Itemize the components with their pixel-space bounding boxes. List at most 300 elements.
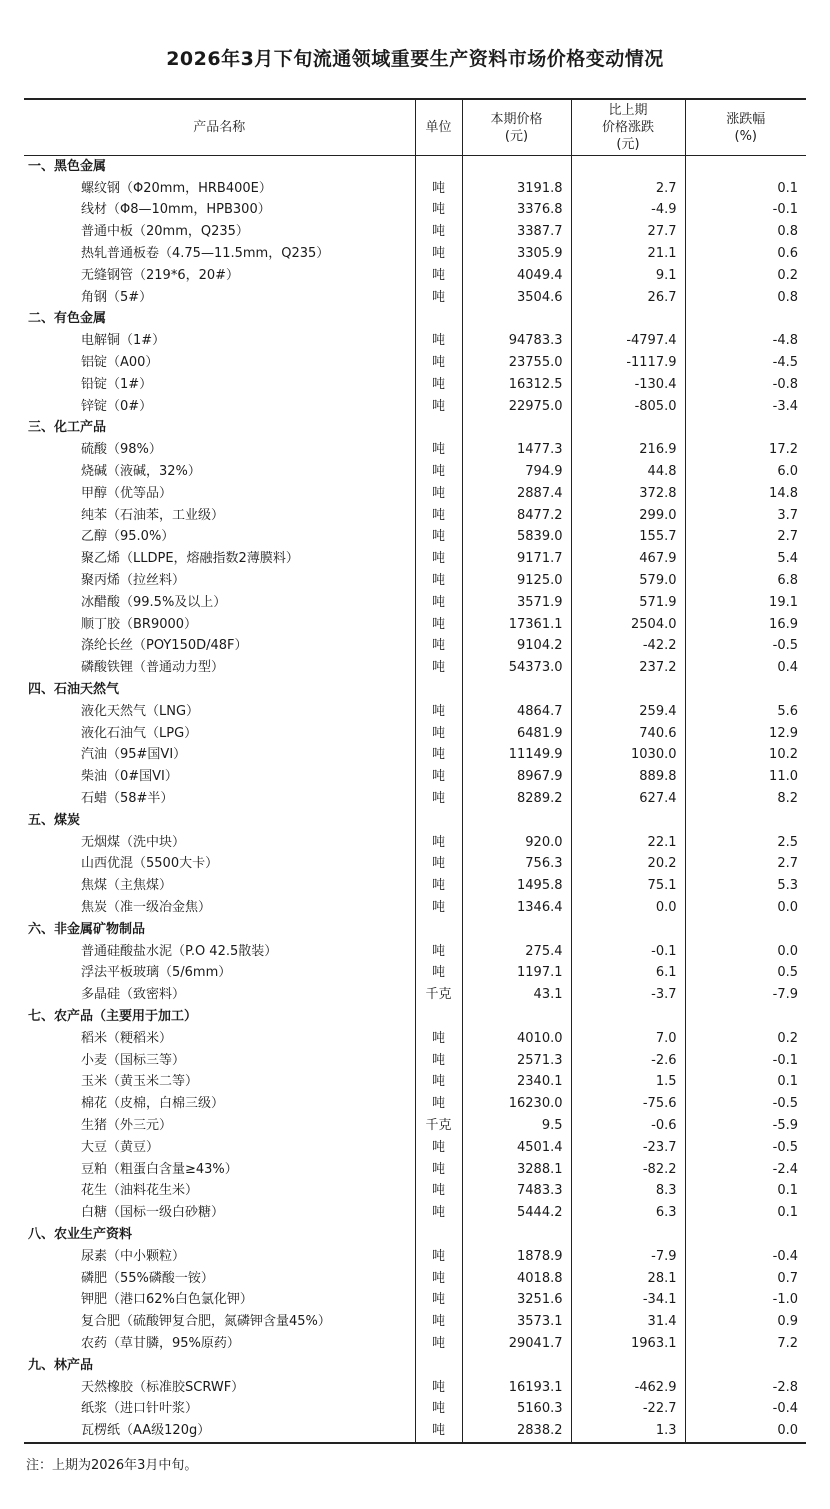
price-change: 1963.1 — [571, 1333, 685, 1355]
unit: 吨 — [415, 701, 462, 723]
cell-percent — [685, 810, 806, 832]
cell-price — [462, 156, 571, 178]
change-percent: 0.9 — [685, 1311, 806, 1333]
product-name: 汽油（95#国VI） — [81, 747, 187, 763]
current-price: 1495.8 — [462, 875, 571, 897]
unit: 吨 — [415, 396, 462, 418]
price-change: 467.9 — [571, 548, 685, 570]
product-name: 小麦（国标三等） — [81, 1052, 186, 1068]
unit: 吨 — [415, 788, 462, 810]
unit: 千克 — [415, 1115, 462, 1137]
unit: 吨 — [415, 483, 462, 505]
change-percent: 5.3 — [685, 875, 806, 897]
unit: 吨 — [415, 1202, 462, 1224]
category-row — [24, 1224, 806, 1246]
current-price: 275.4 — [462, 941, 571, 963]
unit: 吨 — [415, 657, 462, 679]
product-name: 冰醋酸（99.5%及以上） — [81, 594, 227, 610]
current-price: 29041.7 — [462, 1333, 571, 1355]
change-percent: 0.0 — [685, 941, 806, 963]
unit: 吨 — [415, 832, 462, 854]
change-percent: 2.5 — [685, 832, 806, 854]
change-percent: 0.1 — [685, 178, 806, 200]
change-percent: 0.6 — [685, 243, 806, 265]
table-row — [24, 1311, 806, 1333]
cell-percent — [685, 418, 806, 440]
category-name: 七、农产品（主要用于加工） — [28, 1008, 198, 1024]
unit: 吨 — [415, 723, 462, 745]
unit: 吨 — [415, 941, 462, 963]
product-name: 山西优混（5500大卡） — [81, 856, 219, 872]
price-change: 8.3 — [571, 1180, 685, 1202]
product-name: 铝锭（A00） — [81, 355, 159, 371]
product-name: 豆粕（粗蛋白含量≥43%） — [81, 1161, 238, 1177]
change-percent: -2.8 — [685, 1377, 806, 1399]
product-name: 焦煤（主焦煤） — [81, 878, 173, 894]
table-row — [24, 505, 806, 527]
price-change: 0.0 — [571, 897, 685, 919]
table-row — [24, 1246, 806, 1268]
price-change: 1.5 — [571, 1071, 685, 1093]
unit: 吨 — [415, 1377, 462, 1399]
current-price: 2340.1 — [462, 1071, 571, 1093]
change-percent: 2.7 — [685, 527, 806, 549]
cell-unit — [415, 1224, 462, 1246]
price-change: 31.4 — [571, 1311, 685, 1333]
category-name: 五、煤炭 — [28, 812, 81, 828]
product-name: 螺纹钢（Φ20mm，HRB400E） — [81, 180, 272, 196]
product-name: 纸浆（进口针叶浆） — [81, 1401, 199, 1417]
unit: 吨 — [415, 636, 462, 658]
product-name: 白糖（国标一级白砂糖） — [81, 1205, 225, 1221]
change-percent: 12.9 — [685, 723, 806, 745]
change-percent: 8.2 — [685, 788, 806, 810]
unit: 吨 — [415, 1398, 462, 1420]
category-row — [24, 1355, 806, 1377]
cell-change — [571, 156, 685, 178]
unit: 吨 — [415, 1420, 462, 1443]
cell-change — [571, 418, 685, 440]
current-price: 8289.2 — [462, 788, 571, 810]
product-name: 无烟煤（洗中块） — [81, 834, 186, 850]
price-change: 75.1 — [571, 875, 685, 897]
unit: 吨 — [415, 745, 462, 767]
table-row — [24, 1398, 806, 1420]
header-unit: 单位 — [415, 99, 462, 156]
current-price: 3251.6 — [462, 1289, 571, 1311]
change-percent: 0.2 — [685, 265, 806, 287]
unit: 千克 — [415, 984, 462, 1006]
current-price: 3573.1 — [462, 1311, 571, 1333]
change-percent: 0.2 — [685, 1028, 806, 1050]
current-price: 16312.5 — [462, 374, 571, 396]
product-name: 稻米（粳稻米） — [81, 1030, 173, 1046]
cell-change — [571, 810, 685, 832]
cell-change — [571, 919, 685, 941]
current-price: 2571.3 — [462, 1050, 571, 1072]
category-name: 四、石油天然气 — [28, 682, 120, 698]
change-percent: -0.4 — [685, 1246, 806, 1268]
current-price: 3504.6 — [462, 287, 571, 309]
change-percent: -3.4 — [685, 396, 806, 418]
product-name: 浮法平板玻璃（5/6mm） — [81, 965, 232, 981]
current-price: 16193.1 — [462, 1377, 571, 1399]
change-percent: 0.7 — [685, 1268, 806, 1290]
change-percent: -0.1 — [685, 200, 806, 222]
current-price: 4864.7 — [462, 701, 571, 723]
product-name: 柴油（0#国VI） — [81, 769, 178, 785]
change-percent: 0.0 — [685, 897, 806, 919]
table-row — [24, 1268, 806, 1290]
product-name: 生猪（外三元） — [81, 1117, 173, 1133]
current-price: 6481.9 — [462, 723, 571, 745]
product-name: 线材（Φ8—10mm，HPB300） — [81, 202, 271, 218]
current-price: 23755.0 — [462, 352, 571, 374]
price-change: 299.0 — [571, 505, 685, 527]
product-name: 纯苯（石油苯，工业级） — [81, 507, 225, 523]
product-name: 棉花（皮棉，白棉三级） — [81, 1096, 225, 1112]
product-name: 聚丙烯（拉丝料） — [81, 573, 186, 589]
current-price: 3305.9 — [462, 243, 571, 265]
current-price: 1878.9 — [462, 1246, 571, 1268]
product-name: 焦炭（准一级冶金焦） — [81, 899, 212, 915]
change-percent: 6.0 — [685, 461, 806, 483]
price-change: -34.1 — [571, 1289, 685, 1311]
cell-unit — [415, 309, 462, 331]
category-row — [24, 1006, 806, 1028]
change-percent: -1.0 — [685, 1289, 806, 1311]
cell-unit — [415, 1355, 462, 1377]
product-name: 角钢（5#） — [81, 289, 153, 305]
unit: 吨 — [415, 1246, 462, 1268]
table-row — [24, 745, 806, 767]
price-change: 26.7 — [571, 287, 685, 309]
change-percent: -0.1 — [685, 1050, 806, 1072]
product-name: 瓦楞纸（AA级120g） — [81, 1423, 211, 1439]
current-price: 4049.4 — [462, 265, 571, 287]
price-change: 372.8 — [571, 483, 685, 505]
price-change: 2504.0 — [571, 614, 685, 636]
unit: 吨 — [415, 1333, 462, 1355]
product-name: 钾肥（港口62%白色氯化钾） — [81, 1292, 253, 1308]
current-price: 4501.4 — [462, 1137, 571, 1159]
unit: 吨 — [415, 1028, 462, 1050]
product-name: 石蜡（58#半） — [81, 791, 174, 806]
category-row — [24, 919, 806, 941]
header-change-percent: 涨跌幅 (%) — [685, 99, 806, 156]
table-row — [24, 723, 806, 745]
price-change: 6.3 — [571, 1202, 685, 1224]
category-name: 六、非金属矿物制品 — [28, 921, 146, 937]
unit: 吨 — [415, 461, 462, 483]
table-row — [24, 527, 806, 549]
table-row — [24, 570, 806, 592]
unit: 吨 — [415, 1159, 462, 1181]
table-row — [24, 657, 806, 679]
current-price: 3387.7 — [462, 221, 571, 243]
table-row — [24, 832, 806, 854]
table-row — [24, 1028, 806, 1050]
price-change: -0.6 — [571, 1115, 685, 1137]
cell-unit — [415, 1006, 462, 1028]
unit: 吨 — [415, 243, 462, 265]
price-change: -0.1 — [571, 941, 685, 963]
product-name: 多晶硅（致密料） — [81, 987, 186, 1003]
unit: 吨 — [415, 178, 462, 200]
category-row — [24, 418, 806, 440]
footnote: 注：上期为2026年3月中旬。 — [26, 1458, 198, 1473]
unit: 吨 — [415, 592, 462, 614]
cell-percent — [685, 1355, 806, 1377]
category-name: 三、化工产品 — [28, 420, 107, 436]
change-percent: 5.6 — [685, 701, 806, 723]
current-price: 94783.3 — [462, 330, 571, 352]
price-change: 571.9 — [571, 592, 685, 614]
table-row — [24, 897, 806, 919]
change-percent: 7.2 — [685, 1333, 806, 1355]
unit: 吨 — [415, 374, 462, 396]
price-table — [24, 98, 806, 1444]
table-row — [24, 1180, 806, 1202]
change-percent: -7.9 — [685, 984, 806, 1006]
unit: 吨 — [415, 962, 462, 984]
unit: 吨 — [415, 1093, 462, 1115]
price-change: -2.6 — [571, 1050, 685, 1072]
product-name: 液化石油气（LPG） — [81, 725, 198, 741]
current-price: 920.0 — [462, 832, 571, 854]
price-change: -462.9 — [571, 1377, 685, 1399]
table-row — [24, 1050, 806, 1072]
change-percent: 0.4 — [685, 657, 806, 679]
table-row — [24, 1115, 806, 1137]
cell-change — [571, 1355, 685, 1377]
cell-price — [462, 919, 571, 941]
change-percent: 5.4 — [685, 548, 806, 570]
table-row — [24, 1159, 806, 1181]
table-row — [24, 548, 806, 570]
unit: 吨 — [415, 1268, 462, 1290]
price-change: 1.3 — [571, 1420, 685, 1443]
product-name: 花生（油料花生米） — [81, 1183, 199, 1199]
price-change: 155.7 — [571, 527, 685, 549]
current-price: 3571.9 — [462, 592, 571, 614]
current-price: 2838.2 — [462, 1420, 571, 1443]
price-change: -75.6 — [571, 1093, 685, 1115]
table-row — [24, 461, 806, 483]
cell-price — [462, 810, 571, 832]
product-name: 电解铜（1#） — [81, 333, 166, 349]
table-row — [24, 701, 806, 723]
unit: 吨 — [415, 570, 462, 592]
unit: 吨 — [415, 614, 462, 636]
cell-unit — [415, 919, 462, 941]
unit: 吨 — [415, 505, 462, 527]
cell-price — [462, 309, 571, 331]
change-percent: 0.1 — [685, 1180, 806, 1202]
header-current-price: 本期价格 (元) — [462, 99, 571, 156]
product-name: 涤纶长丝（POY150D/48F） — [81, 638, 248, 654]
cell-percent — [685, 309, 806, 331]
unit: 吨 — [415, 548, 462, 570]
unit: 吨 — [415, 875, 462, 897]
unit: 吨 — [415, 221, 462, 243]
price-change: 740.6 — [571, 723, 685, 745]
price-change: -82.2 — [571, 1159, 685, 1181]
table-row — [24, 766, 806, 788]
header-product-name: 产品名称 — [24, 99, 415, 156]
price-change: -3.7 — [571, 984, 685, 1006]
cell-percent — [685, 156, 806, 178]
product-name: 热轧普通板卷（4.75—11.5mm，Q235） — [81, 246, 330, 262]
table-row — [24, 221, 806, 243]
current-price: 9104.2 — [462, 636, 571, 658]
change-percent: 0.1 — [685, 1202, 806, 1224]
change-percent: 10.2 — [685, 745, 806, 767]
change-percent: 3.7 — [685, 505, 806, 527]
category-name: 九、林产品 — [28, 1357, 94, 1373]
product-name: 天然橡胶（标准胶SCRWF） — [81, 1379, 245, 1395]
unit: 吨 — [415, 352, 462, 374]
current-price: 1346.4 — [462, 897, 571, 919]
current-price: 9125.0 — [462, 570, 571, 592]
table-row — [24, 1420, 806, 1443]
product-name: 普通中板（20mm，Q235） — [81, 224, 249, 240]
price-change: -42.2 — [571, 636, 685, 658]
unit: 吨 — [415, 897, 462, 919]
current-price: 9.5 — [462, 1115, 571, 1137]
table-row — [24, 352, 806, 374]
change-percent: 0.5 — [685, 962, 806, 984]
cell-price — [462, 1006, 571, 1028]
current-price: 4018.8 — [462, 1268, 571, 1290]
change-percent: 11.0 — [685, 766, 806, 788]
change-percent: 17.2 — [685, 439, 806, 461]
table-row — [24, 396, 806, 418]
price-change: 20.2 — [571, 854, 685, 876]
unit: 吨 — [415, 766, 462, 788]
table-row — [24, 330, 806, 352]
table-row — [24, 1093, 806, 1115]
current-price: 8477.2 — [462, 505, 571, 527]
product-name: 铅锭（1#） — [81, 376, 153, 392]
product-name: 农药（草甘膦，95%原药） — [81, 1335, 240, 1351]
price-change: -4797.4 — [571, 330, 685, 352]
price-change: 44.8 — [571, 461, 685, 483]
price-change: 28.1 — [571, 1268, 685, 1290]
change-percent: -0.5 — [685, 1093, 806, 1115]
table-row — [24, 941, 806, 963]
table-row — [24, 178, 806, 200]
price-change: 6.1 — [571, 962, 685, 984]
cell-unit — [415, 679, 462, 701]
cell-price — [462, 1224, 571, 1246]
table-row — [24, 265, 806, 287]
price-change: 237.2 — [571, 657, 685, 679]
cell-percent — [685, 1006, 806, 1028]
product-name: 磷酸铁锂（普通动力型） — [81, 660, 225, 676]
change-percent: 0.0 — [685, 1420, 806, 1443]
current-price: 22975.0 — [462, 396, 571, 418]
price-change: -7.9 — [571, 1246, 685, 1268]
product-name: 玉米（黄玉米二等） — [81, 1074, 199, 1090]
table-row — [24, 200, 806, 222]
price-change: 216.9 — [571, 439, 685, 461]
price-change: 21.1 — [571, 243, 685, 265]
current-price: 5160.3 — [462, 1398, 571, 1420]
price-change: -23.7 — [571, 1137, 685, 1159]
table-row — [24, 636, 806, 658]
price-change: -130.4 — [571, 374, 685, 396]
product-name: 聚乙烯（LLDPE，熔融指数2薄膜料） — [81, 551, 299, 567]
table-row — [24, 1071, 806, 1093]
unit: 吨 — [415, 854, 462, 876]
current-price: 8967.9 — [462, 766, 571, 788]
category-name: 二、有色金属 — [28, 311, 107, 327]
category-row — [24, 309, 806, 331]
price-change: -1117.9 — [571, 352, 685, 374]
table-row — [24, 1333, 806, 1355]
unit: 吨 — [415, 527, 462, 549]
unit: 吨 — [415, 1311, 462, 1333]
unit: 吨 — [415, 200, 462, 222]
change-percent: -2.4 — [685, 1159, 806, 1181]
price-change: 889.8 — [571, 766, 685, 788]
table-row — [24, 1289, 806, 1311]
category-row — [24, 679, 806, 701]
product-name: 普通硅酸盐水泥（P.O 42.5散装） — [81, 943, 278, 959]
table-body — [24, 156, 806, 1444]
unit: 吨 — [415, 1137, 462, 1159]
unit: 吨 — [415, 330, 462, 352]
current-price: 7483.3 — [462, 1180, 571, 1202]
table-row — [24, 243, 806, 265]
current-price: 9171.7 — [462, 548, 571, 570]
cell-percent — [685, 919, 806, 941]
change-percent: 19.1 — [685, 592, 806, 614]
current-price: 3191.8 — [462, 178, 571, 200]
product-name: 液化天然气（LNG） — [81, 703, 200, 719]
unit: 吨 — [415, 265, 462, 287]
price-change: -22.7 — [571, 1398, 685, 1420]
price-change: 259.4 — [571, 701, 685, 723]
current-price: 11149.9 — [462, 745, 571, 767]
current-price: 2887.4 — [462, 483, 571, 505]
table-row — [24, 483, 806, 505]
current-price: 794.9 — [462, 461, 571, 483]
price-change: 627.4 — [571, 788, 685, 810]
change-percent: 14.8 — [685, 483, 806, 505]
current-price: 16230.0 — [462, 1093, 571, 1115]
table-row — [24, 1377, 806, 1399]
change-percent: 2.7 — [685, 854, 806, 876]
cell-change — [571, 1224, 685, 1246]
table-row — [24, 984, 806, 1006]
product-name: 复合肥（硫酸钾复合肥，氮磷钾含量45%） — [81, 1314, 331, 1330]
cell-price — [462, 418, 571, 440]
change-percent: 0.8 — [685, 287, 806, 309]
price-change: 27.7 — [571, 221, 685, 243]
current-price: 4010.0 — [462, 1028, 571, 1050]
unit: 吨 — [415, 1050, 462, 1072]
cell-change — [571, 1006, 685, 1028]
price-change: -4.9 — [571, 200, 685, 222]
category-name: 一、黑色金属 — [28, 158, 107, 174]
cell-percent — [685, 1224, 806, 1246]
price-change: 9.1 — [571, 265, 685, 287]
current-price: 5444.2 — [462, 1202, 571, 1224]
product-name: 硫酸（98%） — [81, 442, 162, 458]
current-price: 5839.0 — [462, 527, 571, 549]
